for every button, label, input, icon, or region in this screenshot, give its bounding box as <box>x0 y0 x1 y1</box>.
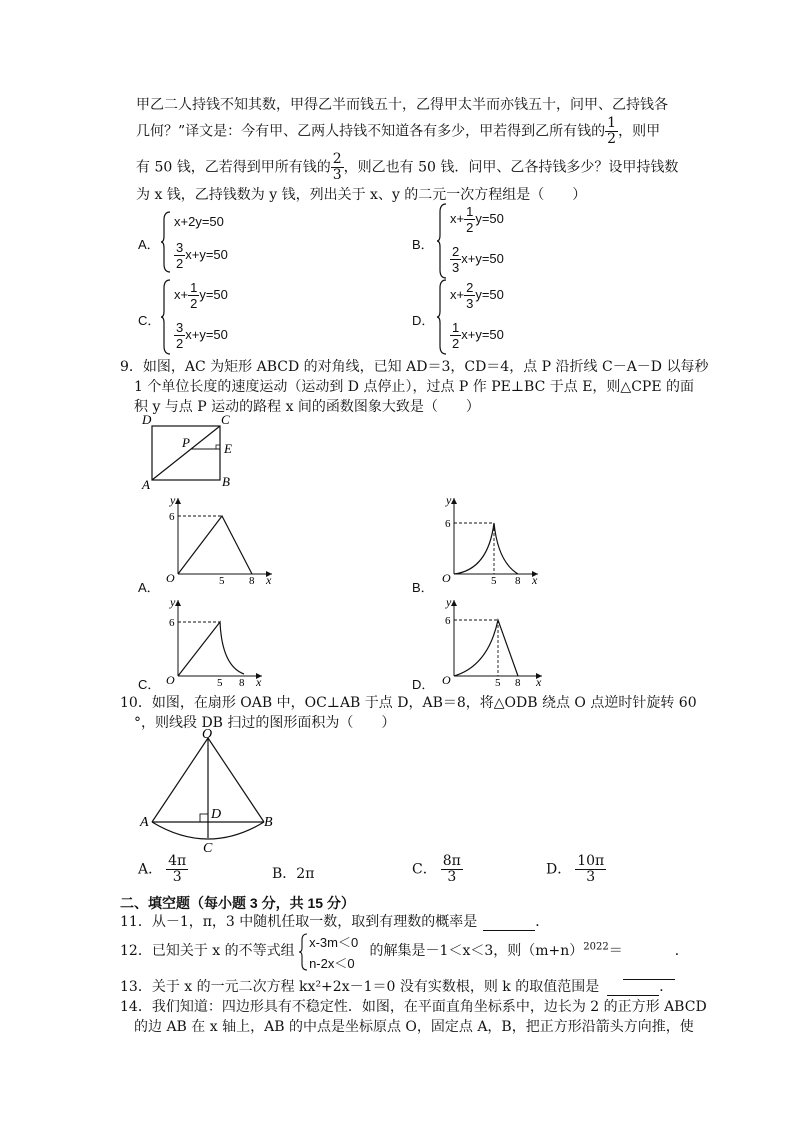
q8-c-eq1: x+ $\frac{1}{2}$ y=50 <box>174 280 228 311</box>
q8-line3 <box>136 152 678 183</box>
q8-b-eq1: x+ $\frac{1}{2}$ y=50 <box>450 204 504 235</box>
tick-label-5: 5 <box>219 575 225 584</box>
q10-line2: °，则线段 DB 扫过的图形面积为（ ） <box>134 715 396 731</box>
q8-line2a: 几何？”译文是：今有甲、乙两人持钱不知道各有多少，甲若得到乙所有钱的 <box>136 123 606 140</box>
q10-sector-figure <box>136 726 286 856</box>
q9-option-c-label: C． <box>138 677 161 692</box>
q8-line2b: ，则甲 <box>618 123 661 140</box>
label-c: C <box>203 841 213 856</box>
q9-option-a-label: A． <box>138 580 160 595</box>
label-o: O <box>202 727 213 742</box>
label-a: A <box>140 815 149 830</box>
graph-a-curve <box>178 516 252 574</box>
q8-option-d-label: D． <box>412 313 435 328</box>
axis-label-x: x <box>266 573 272 584</box>
brace-icon <box>436 278 448 356</box>
answer-blank[interactable] <box>607 981 659 996</box>
label-b: B <box>222 474 230 489</box>
q10-option-b: B．2π <box>272 866 315 882</box>
tick-label-6: 6 <box>445 518 451 530</box>
label-e: E <box>224 441 232 456</box>
q9-line2: 1 个单位长度的速度运动（运动到 D 点停止），过点 P 作 PE⊥BC 于点 E，则△CPE 的面 <box>134 379 695 395</box>
tick-label-6: 6 <box>169 617 175 629</box>
axis-label-y: y <box>446 493 452 507</box>
q10-option-c: C． $\frac{8\pi}{3}$ <box>412 853 461 885</box>
q8-a-eq1: x+2y=50 <box>174 214 224 229</box>
q12-inequality-system: x-3m＜0 n-2x＜0 <box>299 932 365 972</box>
label-a: A <box>142 477 150 490</box>
axis-label-x: x <box>256 675 262 686</box>
arrow-icon <box>175 600 181 606</box>
origin-label: O <box>166 673 175 686</box>
tick-label-5: 5 <box>495 677 501 686</box>
q9-graph-b <box>436 492 546 584</box>
answer-blank[interactable] <box>483 916 535 931</box>
axis-label-y: y <box>170 493 176 507</box>
q9-option-b-label: B． <box>412 580 434 595</box>
brace-icon <box>160 210 172 274</box>
brace-icon <box>299 932 309 972</box>
q9-option-d-label: D． <box>412 677 435 692</box>
origin-label: O <box>442 673 451 686</box>
q8-option-b-label: B． <box>412 237 434 252</box>
q8-line3b: ，则乙也有 50 钱．问甲、乙各持钱多少？设甲持钱数 <box>343 159 679 176</box>
axis-label-x: x <box>536 675 542 686</box>
q8-option-c-label: C． <box>138 313 161 328</box>
graph-d-curve <box>454 620 518 676</box>
arrow-icon <box>451 498 457 504</box>
axis-label-y: y <box>170 595 176 609</box>
q10-option-d: D． $\frac{10\pi}{3}$ <box>546 853 605 885</box>
label-c: C <box>221 412 230 427</box>
section2-heading: 二、填空题（每小题 3 分，共 15 分） <box>120 895 355 911</box>
q8-option-a-system <box>160 210 280 274</box>
segment-oa <box>152 738 208 822</box>
q8-option-a-label: A． <box>138 237 160 252</box>
label-b: B <box>264 815 273 830</box>
origin-label: O <box>166 571 175 584</box>
tick-label-6: 6 <box>169 511 175 523</box>
q8-line3a: 有 50 钱，乙若得到甲所有钱的 <box>136 159 331 176</box>
q9-line1: 9．如图，AC 为矩形 ABCD 的对角线，已知 AD＝3，CD＝4，点 P 沿折线 C－A－D 以每秒 <box>120 359 709 375</box>
right-angle-mark <box>200 814 208 822</box>
graph-b-curve <box>454 523 518 574</box>
origin-label: O <box>442 571 451 584</box>
q9-graph-a <box>160 492 280 584</box>
q8-option-b-system <box>436 202 556 280</box>
label-p: P <box>182 435 190 450</box>
q8-c-eq2: $\frac{3}{2}$ x+y=50 <box>176 320 228 351</box>
q13: 13．关于 x 的一元二次方程 kx²+2x－1＝0 没有实数根，则 k 的取值范围是 ． <box>120 979 674 995</box>
fraction-half: $\frac{1}{2}$ <box>607 115 617 147</box>
tick-label-5: 5 <box>491 575 497 584</box>
q9-rectangle-figure <box>138 410 248 490</box>
q14-line2: 的边 AB 在 x 轴上，AB 的中点是坐标原点 O，固定点 A，B，把正方形沿箭头方向推，使 <box>134 1019 694 1035</box>
q8-line4: 为 x 钱，乙持钱数为 y 钱，列出关于 x、y 的二元一次方程组是（ ） <box>136 187 587 203</box>
q8-d-eq1: x+ $\frac{2}{3}$ y=50 <box>450 280 504 311</box>
tick-label-6: 6 <box>445 615 451 627</box>
right-angle-mark <box>216 445 220 449</box>
q11: 11．从－1，π，3 中随机任取一数，取到有理数的概率是 ． <box>120 914 550 930</box>
arrow-icon <box>451 600 457 606</box>
tick-label-5: 5 <box>217 677 223 686</box>
q9-line3: 积 y 与点 P 运动的路程 x 间的函数图象大致是（ ） <box>134 399 480 415</box>
q14-line1: 14．我们知道：四边形具有不稳定性．如图，在平面直角坐标系中，边长为 2 的正方形 ABCD <box>120 999 707 1015</box>
tick-label-8: 8 <box>239 677 245 686</box>
axis-label-x: x <box>532 573 538 584</box>
label-d: D <box>142 412 152 427</box>
q8-d-eq2: $\frac{1}{2}$ x+y=50 <box>452 320 504 351</box>
q12: 12．已知关于 x 的不等式组 x-3m＜0 n-2x＜0 的解集是－1＜x＜3，则$(m+n)^{2022}=$ ． <box>120 932 689 972</box>
brace-icon <box>436 202 448 280</box>
fraction-two-thirds: $\frac{2}{3}$ <box>332 151 342 183</box>
q10-option-a: A． $\frac{4\pi}{3}$ <box>138 853 187 885</box>
arrow-icon <box>175 498 181 504</box>
tick-label-8: 8 <box>515 575 521 584</box>
label-d: D <box>211 807 222 822</box>
q8-a-eq2: $\frac{3}{2}$ x+y=50 <box>176 240 228 271</box>
q8-line2 <box>136 116 660 147</box>
graph-c-curve <box>178 622 244 676</box>
q10-line1: 10．如图，在扇形 OAB 中，OC⊥AB 于点 D，AB＝8，将△ODB 绕点 O 点逆时针旋转 60 <box>120 695 697 711</box>
q8-b-eq2: $\frac{2}{3}$ x+y=50 <box>452 244 504 275</box>
q9-graph-d <box>436 594 550 686</box>
q8-option-c-system <box>160 278 280 356</box>
brace-icon <box>160 278 172 356</box>
q8-line1: 甲乙二人持钱不知其数，甲得乙半而钱五十，乙得甲太半而亦钱五十，问甲、乙持钱各 <box>136 97 668 113</box>
tick-label-8: 8 <box>249 575 255 584</box>
q8-option-d-system <box>436 278 556 356</box>
tick-label-8: 8 <box>515 677 521 686</box>
axis-label-y: y <box>446 595 452 609</box>
q9-graph-c <box>160 594 270 686</box>
